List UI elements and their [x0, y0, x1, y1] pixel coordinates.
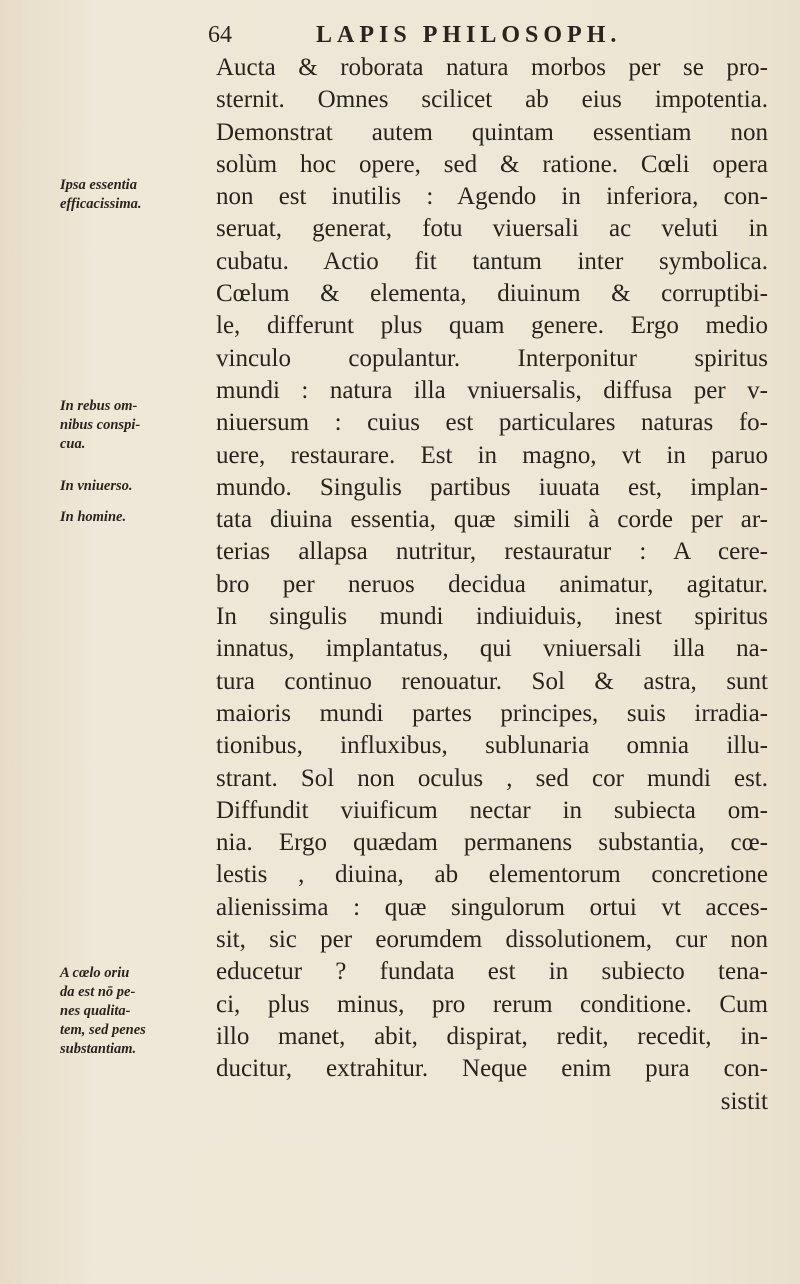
- margin-note: [60, 964, 208, 1059]
- text-line: lestis , diuina, ab elementorum concretione: [216, 861, 768, 889]
- margin-note-line: In rebus om-: [60, 398, 138, 414]
- text-line: Cœlum & elementa, diuinum & corruptibi-: [216, 280, 768, 308]
- running-head: LAPIS PHILOSOPH.: [316, 22, 622, 48]
- margin-note: [60, 508, 208, 527]
- text-line: bro per neruos decidua animatur, agitatur.: [216, 570, 768, 598]
- text-line: vinculo copulantur. Interponitur spiritus: [216, 344, 768, 372]
- text-line: innatus, implantatus, qui vniuersali illa na-: [216, 635, 768, 663]
- margin-note-line: In vniuerso.: [60, 478, 133, 494]
- page-header: [208, 18, 768, 54]
- text-line: nia. Ergo quædam permanens substantia, cœ-: [216, 829, 768, 857]
- text-line: tata diuina essentia, quæ simili à corde per ar-: [216, 506, 768, 534]
- margin-note-line: In homine.: [60, 509, 127, 525]
- page-number: 64: [208, 22, 232, 48]
- margin-note: [60, 477, 208, 496]
- text-line: mundi : natura illa vniuersalis, diffusa per v-: [216, 376, 768, 404]
- text-line: uere, restaurare. Est in magno, vt in paruo: [216, 441, 768, 469]
- margin-note: [60, 176, 208, 214]
- text-line: alienissima : quæ singulorum ortui vt acces-: [216, 893, 768, 921]
- margin-note-line: A cœlo oriu: [60, 965, 130, 981]
- text-line: Demonstrat autem quintam essentiam non: [216, 118, 768, 146]
- text-line: niuersum : cuius est particulares naturas fo-: [216, 409, 768, 437]
- text-line: tura continuo renouatur. Sol & astra, sunt: [216, 667, 768, 695]
- text-line: tionibus, influxibus, sublunaria omnia illu-: [216, 732, 768, 760]
- text-line: ci, plus minus, pro rerum conditione. Cum: [216, 990, 768, 1018]
- text-line: le, differunt plus quam genere. Ergo medio: [216, 312, 768, 340]
- margin-note-line: nes qualita-: [60, 1003, 131, 1019]
- text-line: terias allapsa nutritur, restauratur : A cere-: [216, 538, 768, 566]
- margin-note-line: tem, sed penes: [60, 1022, 146, 1038]
- text-line: illo manet, abit, dispirat, redit, recedit, in-: [216, 1022, 768, 1050]
- text-line: educetur ? fundata est in subiecto tena-: [216, 958, 768, 986]
- text-line: sternit. Omnes scilicet ab eius impotentia.: [216, 86, 768, 114]
- margin-note-line: nibus conspi-: [60, 417, 141, 433]
- text-line: mundo. Singulis partibus iuuata est, implan-: [216, 473, 768, 501]
- text-line: Aucta & roborata natura morbos per se pro-: [216, 54, 768, 81]
- margin-note-line: Ipsa essentia: [60, 177, 137, 193]
- margin-note-line: da est nō pe-: [60, 984, 136, 1000]
- body-text: [216, 52, 768, 1118]
- margin-note-line: efficacissima.: [60, 196, 142, 212]
- text-line: non est inutilis : Agendo in inferiora, con-: [216, 183, 768, 211]
- catchword: sistit: [720, 1087, 768, 1115]
- text-line: ducitur, extrahitur. Neque enim pura con-: [216, 1055, 768, 1083]
- margin-note-line: cua.: [60, 436, 86, 452]
- text-line: cubatu. Actio fit tantum inter symbolica.: [216, 247, 768, 275]
- text-line: maioris mundi partes principes, suis irradia-: [216, 699, 768, 727]
- margin-note-line: substantiam.: [60, 1041, 137, 1057]
- text-line: Diffundit viuificum nectar in subiecta om-: [216, 796, 768, 824]
- text-line: strant. Sol non oculus , sed cor mundi est.: [216, 764, 768, 792]
- text-line: solùm hoc opere, sed & ratione. Cœli opera: [216, 150, 768, 178]
- margin-note: [60, 397, 208, 454]
- text-line: In singulis mundi indiuiduis, inest spiritus: [216, 603, 768, 631]
- text-line: seruat, generat, fotu viuersali ac veluti in: [216, 215, 768, 243]
- text-line: sit, sic per eorumdem dissolutionem, cur non: [216, 926, 768, 954]
